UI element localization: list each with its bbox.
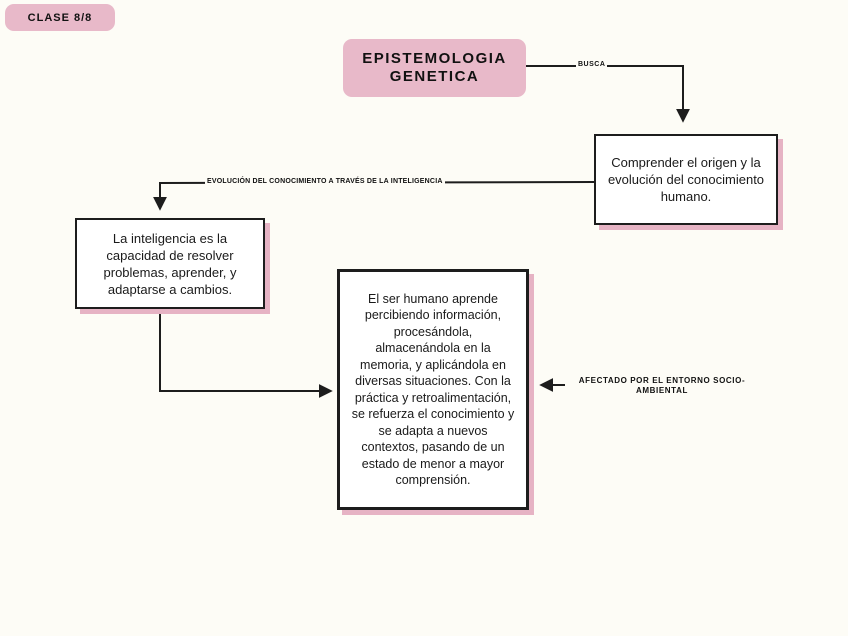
intelligence-to-learning-arrow (160, 309, 330, 391)
intelligence-node-text: La inteligencia es la capacidad de resolver problemas, aprender, y adaptarse a cambios. (103, 230, 237, 297)
class-badge: CLASE 8/8 (5, 4, 115, 31)
busca-label: BUSCA (578, 61, 606, 68)
afectado-label: AFECTADO POR EL ENTORNO SOCIO-AMBIENTAL (568, 376, 756, 396)
learning-node (337, 269, 529, 510)
page-title: EPISTEMOLOGIA GENETICA (343, 39, 526, 97)
evolucion-label: EVOLUCIÓN DEL CONOCIMIENTO A TRAVÉS DE LA INTELIGENCIA (207, 178, 443, 185)
learning-node-text: El ser humano aprende percibiendo información, procesándola, almacenándola en la memoria, y aplicándola en diversas situaciones. Con la práctica y retroalimentación, se refuerza el conocimiento y se adapta a nuevos contextos, pasando de un estado de menor a mayor comprensión. (351, 291, 515, 487)
busca-arrow (526, 66, 683, 120)
goal-node (594, 134, 778, 225)
evolucion-arrow (160, 182, 594, 208)
intelligence-node (75, 218, 265, 309)
goal-node-text: Comprender el origen y la evolución del conocimiento humano. (607, 155, 765, 204)
